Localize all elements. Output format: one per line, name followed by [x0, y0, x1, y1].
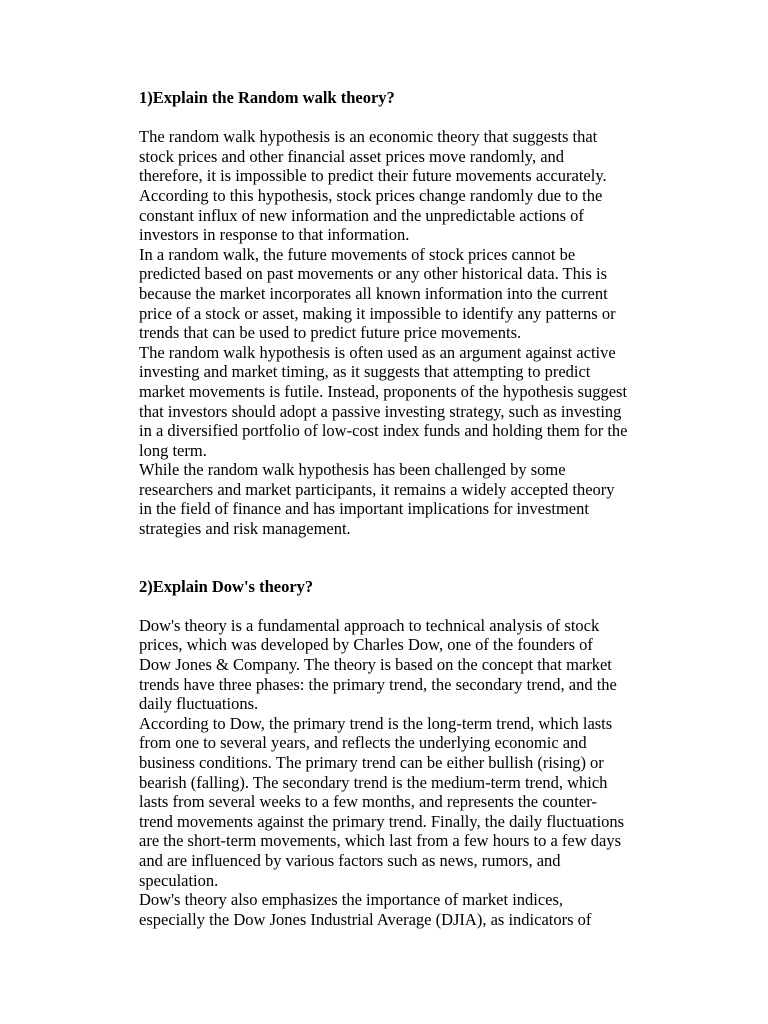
text-line: therefore, it is impossible to predict their future movements accurately. [139, 166, 607, 186]
text-line: According to Dow, the primary trend is the long-term trend, which lasts [139, 713, 613, 733]
text-line: because the market incorporates all known information into the current [139, 283, 608, 303]
text-line: daily fluctuations. [139, 694, 259, 714]
text-line: prices, which was developed by Charles Dow, one of the founders of [139, 635, 593, 655]
text-line: in the field of finance and has important implications for investment [139, 499, 589, 519]
spacer [139, 108, 679, 128]
text-line: especially the Dow Jones Industrial Average (DJIA), as indicators of [139, 909, 592, 929]
text-line: trend movements against the primary trend. Finally, the daily fluctuations [139, 811, 625, 831]
text-line: The random walk hypothesis is often used as an argument against active [139, 342, 616, 362]
text-line: Dow's theory is a fundamental approach to technical analysis of stock [139, 615, 600, 635]
text-line: investing and market timing, as it suggests that attempting to predict [139, 362, 591, 382]
text-line: researchers and market participants, it remains a widely accepted theory [139, 479, 615, 499]
text-line: investors in response to that information. [139, 225, 410, 245]
text-line: Dow's theory also emphasizes the importance of market indices, [139, 890, 564, 910]
text-line: price of a stock or asset, making it impossible to identify any patterns or [139, 303, 616, 323]
text-line: market movements is futile. Instead, proponents of the hypothesis suggest [139, 381, 628, 401]
text-line: The random walk hypothesis is an economic theory that suggests that [139, 127, 598, 147]
section-heading: 2)Explain Dow's theory? [139, 576, 314, 596]
paragraph [139, 714, 679, 890]
paragraph [139, 127, 679, 245]
text-line: long term. [139, 440, 207, 460]
text-line: predicted based on past movements or any other historical data. This is [139, 264, 607, 284]
text-line: are the short-term movements, which last from a few hours to a few days [139, 831, 622, 851]
text-line: that investors should adopt a passive investing strategy, such as investing [139, 401, 622, 421]
text-line: and are influenced by various factors such as news, rumors, and [139, 850, 561, 870]
text-line: from one to several years, and reflects the underlying economic and [139, 733, 587, 753]
paragraph [139, 890, 679, 929]
section-dow-theory [139, 577, 679, 930]
text-line: constant influx of new information and the unpredictable actions of [139, 205, 584, 225]
text-line: bearish (falling). The secondary trend is the medium-term trend, which [139, 772, 608, 792]
section-heading: 1)Explain the Random walk theory? [139, 88, 395, 107]
text-line: speculation. [139, 870, 219, 890]
text-line: trends have three phases: the primary trend, the secondary trend, and the [139, 674, 617, 694]
paragraph [139, 245, 679, 343]
text-line: trends that can be used to predict future price movements. [139, 323, 522, 343]
spacer [139, 596, 679, 616]
paragraph [139, 460, 679, 538]
text-line: While the random walk hypothesis has been challenged by some [139, 460, 566, 480]
text-line: In a random walk, the future movements of stock prices cannot be [139, 244, 576, 264]
paragraph [139, 343, 679, 461]
document-page [139, 88, 679, 929]
paragraph [139, 616, 679, 714]
text-line: business conditions. The primary trend can be either bullish (rising) or [139, 753, 604, 772]
text-line: Dow Jones & Company. The theory is based on the concept that market [139, 655, 612, 675]
text-line: lasts from several weeks to a few months, and represents the counter- [139, 792, 597, 812]
text-line: in a diversified portfolio of low-cost index funds and holding them for the [139, 421, 628, 441]
text-line: According to this hypothesis, stock prices change randomly due to the [139, 185, 603, 205]
section-random-walk [139, 88, 679, 539]
text-line: stock prices and other financial asset prices move randomly, and [139, 146, 565, 166]
text-line: strategies and risk management. [139, 519, 351, 539]
